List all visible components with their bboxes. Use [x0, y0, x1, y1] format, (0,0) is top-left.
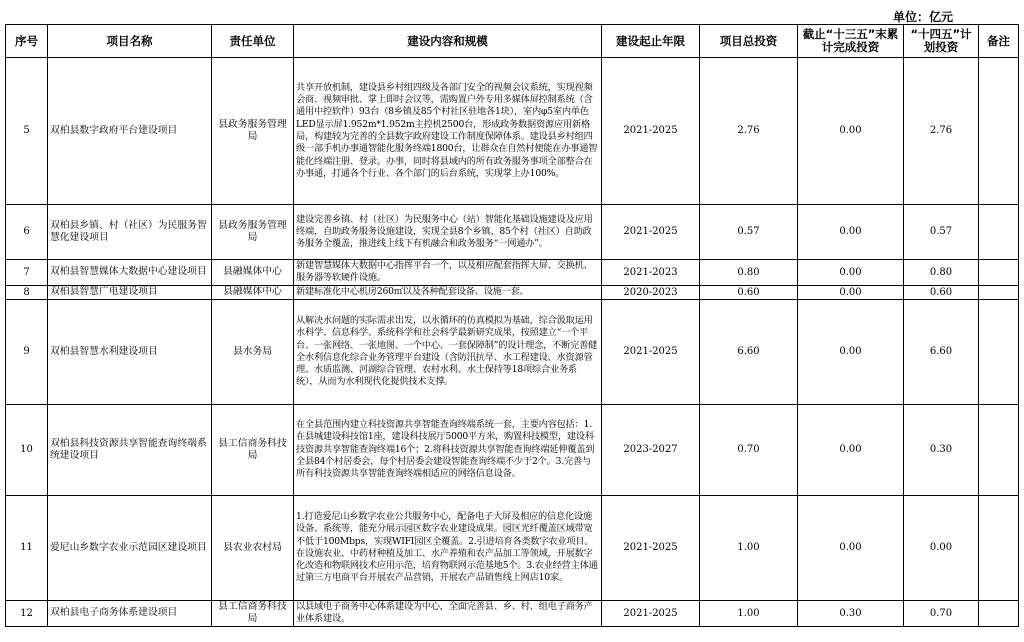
cell-owner: 县政务服务管理局: [212, 205, 294, 260]
cell-done: 0.00: [798, 58, 904, 205]
cell-name: 双柏县数字政府平台建设项目: [48, 58, 212, 205]
cell-no: 6: [6, 205, 48, 260]
cell-owner: 县工信商务科技局: [212, 600, 294, 626]
cell-name: 双柏县智慧水利建设项目: [48, 299, 212, 404]
cell-done: 0.00: [798, 299, 904, 404]
cell-content: 共享开放机制，建设县乡村组四级及各部门安全的视频会议系统，实现视频会商、视频审批、掌上即时会议等，需购置户外专用多媒体屏控制系统（含通用中控软件）93台（8乡镇及85个村社区驻地各1块），室内φ5室内单色LED显示屏1.952m*1.952m主控机2500台，形成政务数据资源应用新格局，构建较为完善的全县数字政府建设工作制度保障体系。建设县乡村组四级一部手机办事通智能化服务终端1800台，让群众在自然村便能在办事通智能化终端注册、登录、办事，同时将县域内的所有政务服务事项全部整合在办事通，打通各个行业、各个部门的后台系统，实现掌上办100%。: [294, 58, 602, 205]
cell-name: 双柏县科技资源共享智能查询终端系统建设项目: [48, 404, 212, 495]
cell-note: [979, 260, 1019, 286]
table-row: [6, 285, 1019, 299]
cell-note: [979, 404, 1019, 495]
cell-period: 2021-2025: [602, 600, 700, 626]
cell-total: 0.60: [700, 285, 798, 299]
table-row: [6, 404, 1019, 495]
cell-no: 8: [6, 285, 48, 299]
cell-total: 0.80: [700, 260, 798, 286]
cell-name: 双柏县智慧广电建设项目: [48, 285, 212, 299]
unit-label: 单位：亿元: [893, 10, 954, 24]
table-row: [6, 58, 1019, 205]
table-row: [6, 205, 1019, 260]
cell-no: 11: [6, 495, 48, 600]
header-period: 建设起止年限: [602, 25, 700, 58]
header-note: 备注: [979, 25, 1019, 58]
header-name: 项目名称: [48, 25, 212, 58]
cell-note: [979, 495, 1019, 600]
cell-total: 0.57: [700, 205, 798, 260]
table-header-row: [6, 25, 1019, 58]
cell-period: 2021-2025: [602, 58, 700, 205]
cell-period: 2021-2025: [602, 299, 700, 404]
cell-note: [979, 299, 1019, 404]
cell-period: 2021-2025: [602, 205, 700, 260]
cell-content: 1.打造爱尼山乡数字农业公共服务中心，配备电子大屏及相应的信息化设施设备、系统等，能充分展示园区数字农业建设成果。园区光纤覆盖区域带宽不低于100Mbps，实现WIFI园区全覆盖。2.引进培育各类数字农业项目。在设施农业、中药材种植及加工、水产养殖和农产品加工等领域，开展数字化改造和物联网技术应用示范，培育物联网示范基地5个。3.农业经营主体通过第三方电商平台开展农产品营销，开展农产品销售线上网店10家。: [294, 495, 602, 600]
cell-plan: 0.80: [904, 260, 979, 286]
header-done: 截止“十三五”末累计完成投资: [798, 25, 904, 58]
cell-period: 2021-2023: [602, 260, 700, 286]
cell-done: 0.00: [798, 205, 904, 260]
cell-owner: 县农业农村局: [212, 495, 294, 600]
cell-no: 7: [6, 260, 48, 286]
header-owner: 责任单位: [212, 25, 294, 58]
cell-note: [979, 600, 1019, 626]
cell-total: 6.60: [700, 299, 798, 404]
cell-content: 以县域电子商务中心体系建设为中心，全面完善县、乡、村、组电子商务产业体系建设。: [294, 600, 602, 626]
cell-plan: 0.60: [904, 285, 979, 299]
cell-content: 新建标准化中心机房260㎡以及各种配套设备、设施一套。: [294, 285, 602, 299]
cell-no: 12: [6, 600, 48, 626]
table-row: [6, 260, 1019, 286]
cell-name: 爱尼山乡数字农业示范园区建设项目: [48, 495, 212, 600]
cell-done: 0.00: [798, 404, 904, 495]
cell-total: 0.70: [700, 404, 798, 495]
header-no: 序号: [6, 25, 48, 58]
cell-done: 0.00: [798, 260, 904, 286]
cell-plan: 2.76: [904, 58, 979, 205]
cell-plan: 0.70: [904, 600, 979, 626]
cell-done: 0.00: [798, 495, 904, 600]
cell-no: 9: [6, 299, 48, 404]
header-content: 建设内容和规模: [294, 25, 602, 58]
cell-note: [979, 285, 1019, 299]
header-plan: “十四五”计划投资: [904, 25, 979, 58]
cell-period: 2021-2025: [602, 495, 700, 600]
cell-content: 在全县范围内建立科技资源共享智能查询终端系统一套，主要内容包括：1.在县城建设科技馆1座，建设科技展厅5000平方米，购置科技模型，建设科技资源共享智能查询终端16个；2.将科技资源共享智能查询终端延伸覆盖到全县84个村居委会，每个村居委会建设智能查询终端不少于2个。3.完善与所有科技资源共享智能查询终端相适应的网络信息设备。: [294, 404, 602, 495]
cell-owner: 县工信商务科技局: [212, 404, 294, 495]
cell-no: 5: [6, 58, 48, 205]
cell-period: 2020-2023: [602, 285, 700, 299]
cell-owner: 县水务局: [212, 299, 294, 404]
table-row: [6, 495, 1019, 600]
cell-name: 双柏县智慧媒体大数据中心建设项目: [48, 260, 212, 286]
cell-total: 2.76: [700, 58, 798, 205]
cell-no: 10: [6, 404, 48, 495]
cell-plan: 0.57: [904, 205, 979, 260]
table-row: [6, 600, 1019, 626]
cell-done: 0.00: [798, 285, 904, 299]
cell-content: 新建智慧媒体大数据中心指挥平台一个，以及相应配套指挥大屏、交换机、服务器等软硬件设施。: [294, 260, 602, 286]
cell-total: 1.00: [700, 600, 798, 626]
cell-name: 双柏县电子商务体系建设项目: [48, 600, 212, 626]
cell-owner: 县政务服务管理局: [212, 58, 294, 205]
cell-owner: 县融媒体中心: [212, 260, 294, 286]
cell-done: 0.30: [798, 600, 904, 626]
cell-owner: 县融媒体中心: [212, 285, 294, 299]
cell-total: 1.00: [700, 495, 798, 600]
cell-plan: 0.00: [904, 495, 979, 600]
cell-content: 从解决水问题的实际需求出发，以水循环的仿真模拟为基础，综合汲取运用水科学、信息科学、系统科学和社会科学最新研究成果，按照建立“一个平台、一张网络、一张地图、一个中心、一套保障制”的设计理念，不断完善健全水利信息化综合业务管理平台建设（含防汛抗旱、水工程建设、水资源管理、水质监测、河湖综合管理、农村水利、水土保持等18项综合业务系统），从而为水利现代化提供技术支撑。: [294, 299, 602, 404]
header-total: 项目总投资: [700, 25, 798, 58]
investment-table: [5, 24, 1019, 627]
cell-note: [979, 205, 1019, 260]
table-row: [6, 299, 1019, 404]
cell-name: 双柏县乡镇、村（社区）为民服务智慧化建设项目: [48, 205, 212, 260]
cell-note: [979, 58, 1019, 205]
cell-period: 2023-2027: [602, 404, 700, 495]
cell-content: 建设完善乡镇、村（社区）为民服务中心（站）智能化基础设施建设及应用终端，自助政务服务设施建设，实现全县8个乡镇、85个村（社区）自助政务服务全覆盖，推进线上线下有机融合和政务服务“一网通办”。: [294, 205, 602, 260]
cell-plan: 6.60: [904, 299, 979, 404]
cell-plan: 0.30: [904, 404, 979, 495]
